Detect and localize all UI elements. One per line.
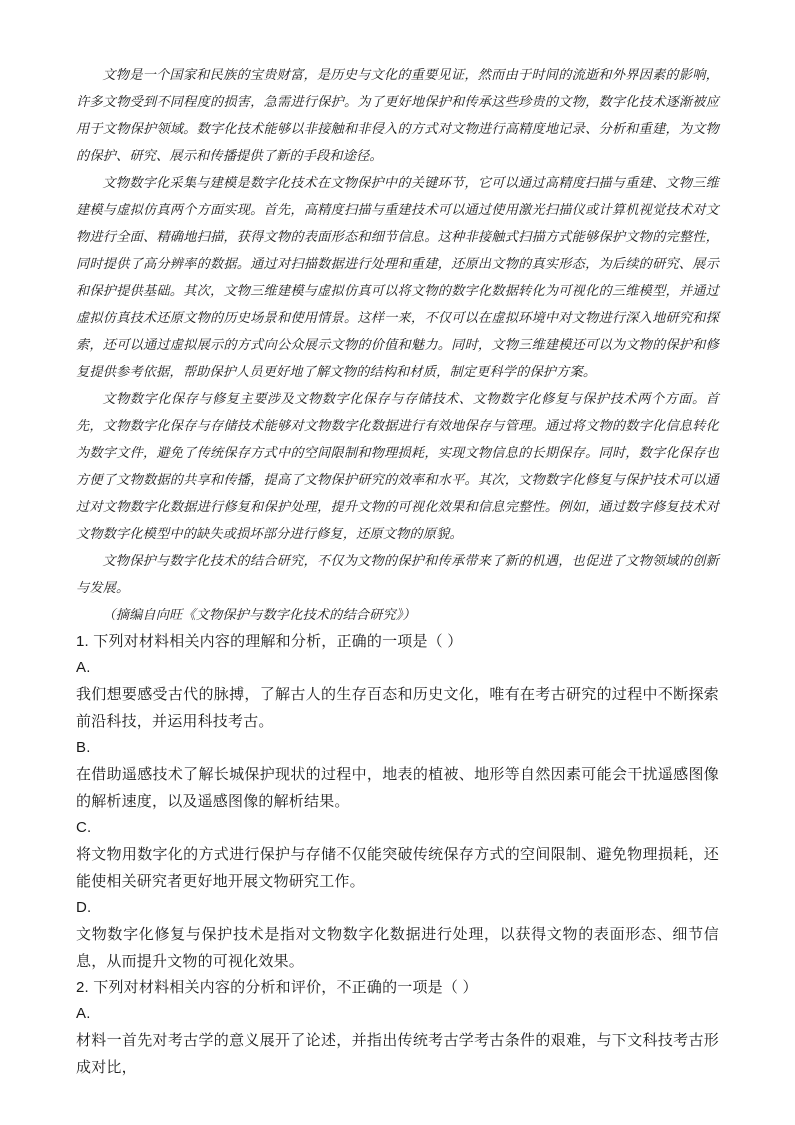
option-letter: D. — [76, 899, 92, 916]
question-stem: 2. 下列对材料相关内容的分析和评价，不正确的一项是（ ） — [76, 979, 478, 996]
passage-source: （摘编自向旺《文物保护与数字化技术的结合研究》） — [102, 608, 416, 623]
question-2 — [76, 975, 719, 1081]
option-letter: A. — [76, 659, 91, 676]
question-list — [76, 629, 719, 1081]
passage-paragraph: 文物数字化采集与建模是数字化技术在文物保护中的关键环节，它可以通过高精度扫描与重建、文物三维建模与虚拟仿真两个方面实现。首先，高精度扫描与重建技术可以通过使用激光扫描仪或计算机视觉技术对文物进行全面、精确地扫描，获得文物的表面形态和细节信息。这种非接触式扫描方式能够保护文物的完整性，同时提供了高分辨率的数据。通过对扫描数据进行处理和重建，还原出文物的真实形态，为后续的研究、展示和保护提供基础。其次，文物三维建模与虚拟仿真可以将文物的数字化数据转化为可视化的三维模型，并通过虚拟仿真技术还原文物的历史场景和使用情景。这样一来，不仅可以在虚拟环境中对文物进行深入地研究和探索，还可以通过虚拟展示的方式向公众展示文物的价值和魅力。同时，文物三维建模还可以为文物的保护和修复提供参考依据，帮助保护人员更好地了解文物的结构和材质，制定更科学的保护方案。 — [76, 176, 719, 380]
passage-paragraph: 文物保护与数字化技术的结合研究，不仅为文物的保护和传承带来了新的机遇，也促进了文物领域的创新与发展。 — [76, 554, 719, 596]
option-text: 将文物用数字化的方式进行保护与存储不仅能突破传统保存方式的空间限制、避免物理损耗，还能使相关研究者更好地开展文物研究工作。 — [76, 846, 719, 890]
option-text: 在借助遥感技术了解长城保护现状的过程中，地表的植被、地形等自然因素可能会干扰遥感图像的解析速度，以及遥感图像的解析结果。 — [76, 766, 719, 810]
option-letter: A. — [76, 1005, 91, 1022]
option-letter: B. — [76, 739, 91, 756]
passage-paragraph: 文物是一个国家和民族的宝贵财富，是历史与文化的重要见证，然而由于时间的流逝和外界因素的影响，许多文物受到不同程度的损害，急需进行保护。为了更好地保护和传承这些珍贵的文物，数字化技术逐渐被应用于文物保护领域。数字化技术能够以非接触和非侵入的方式对文物进行高精度地记录、分析和重建，为文物的保护、研究、展示和传播提供了新的手段和途径。 — [76, 68, 719, 164]
question-1 — [76, 629, 719, 975]
question-stem: 1. 下列对材料相关内容的理解和分析，正确的一项是（ ） — [76, 633, 463, 650]
reading-passage — [76, 62, 719, 629]
option-text: 我们想要感受古代的脉搏，了解古人的生存百态和历史文化，唯有在考古研究的过程中不断探索前沿科技，并运用科技考古。 — [76, 686, 719, 730]
option-letter: C. — [76, 819, 92, 836]
option-text: 材料一首先对考古学的意义展开了论述，并指出传统考古学考古条件的艰难，与下文科技考古形成对比， — [76, 1032, 719, 1076]
option-text: 文物数字化修复与保护技术是指对文物数字化数据进行处理，以获得文物的表面形态、细节信息，从而提升文物的可视化效果。 — [76, 926, 719, 970]
passage-paragraph: 文物数字化保存与修复主要涉及文物数字化保存与存储技术、文物数字化修复与保护技术两个方面。首先，文物数字化保存与存储技术能够对文物数字化数据进行有效地保存与管理。通过将文物的数字化信息转化为数字文件，避免了传统保存方式中的空间限制和物理损耗，实现文物信息的长期保存。同时，数字化保存也方便了文物数据的共享和传播，提高了文物保护研究的效率和水平。其次，文物数字化修复与保护技术可以通过对文物数字化数据进行修复和保护处理，提升文物的可视化效果和信息完整性。例如，通过数字修复技术对文物数字化模型中的缺失或损坏部分进行修复，还原文物的原貌。 — [76, 392, 719, 542]
